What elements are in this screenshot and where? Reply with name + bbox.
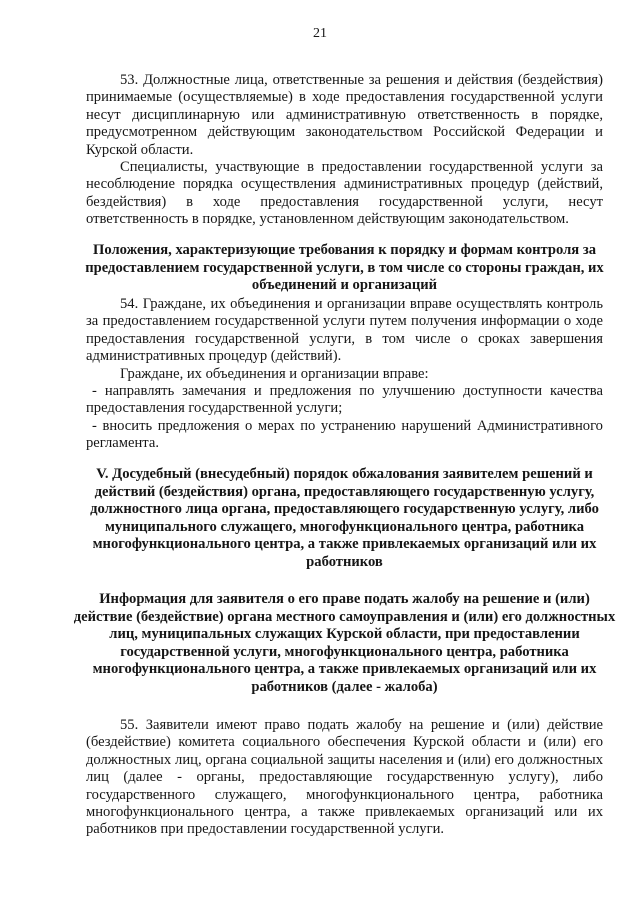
page-number: 21 xyxy=(313,26,327,41)
paragraph-rights-intro: Граждане, их объединения и организации вправе: xyxy=(120,366,429,382)
paragraph-specialists: Специалисты, участвующие в предоставлении государственной услуги за несоблюдение порядка осуществления административных процедур (действий, бездействия) в ходе предоставления государственной услуги, несут ответственность в порядке, установленном действующим законодательством. xyxy=(86,159,603,228)
paragraph-55: 55. Заявители имеют право подать жалобу на решение и (или) действие (бездействие) комитета социального обеспечения Курской области и (или) его должностных лиц, органа социальной защиты населения и (или) его должностных лиц (далее - органы, предоставляющие государственную услугу), либо государственного служащего, многофункционального центра, работника многофункционального центра, а также привлекаемых организаций или их работников при предоставлении государственной услуги. xyxy=(86,717,603,838)
paragraph-53: 53. Должностные лица, ответственные за решения и действия (бездействия) принимаемые (осуществляемые) в ходе предоставления государственной услуги несут дисциплинарную или административную ответственность в порядке, предусмотренном действующим законодательством Российской Федерации и Курской области. xyxy=(86,72,603,158)
list-item: - направлять замечания и предложения по улучшению доступности качества предоставления государственной услуги; xyxy=(86,383,603,418)
heading-control-requirements: Положения, характеризующие требования к порядку и формам контроля за предоставлением государственной услуги, в том числе со стороны граждан, их объединений и организаций xyxy=(85,242,604,294)
rights-list xyxy=(86,383,603,453)
info-heading-complaint: Информация для заявителя о его праве подать жалобу на решение и (или) действие (бездействие) органа местного самоуправления и (или) его должностных лиц, муниципальных служащих Курской области, при предоставлении государственной услуги, многофункционального центра, работника многофункционального центра, а также привлекаемых организаций или их работников (далее - жалоба) xyxy=(73,591,616,695)
paragraph-54: 54. Граждане, их объединения и организации вправе осуществлять контроль за предоставлением государственной услуги путем получения информации о ходе предоставления государственной услуги, в том числе о сроках завершения административных процедур (действий). xyxy=(86,296,603,365)
list-item: - вносить предложения о мерах по устранению нарушений Административного регламента. xyxy=(86,418,603,453)
section-v-heading: V. Досудебный (внесудебный) порядок обжалования заявителем решений и действий (бездействия) органа, предоставляющего государственную услугу, должностного лица органа, предоставляющего государственную услугу, либо муниципального служащего, многофункционального центра, работника многофункционального центра, а также привлекаемых организаций или их работников xyxy=(90,466,599,570)
